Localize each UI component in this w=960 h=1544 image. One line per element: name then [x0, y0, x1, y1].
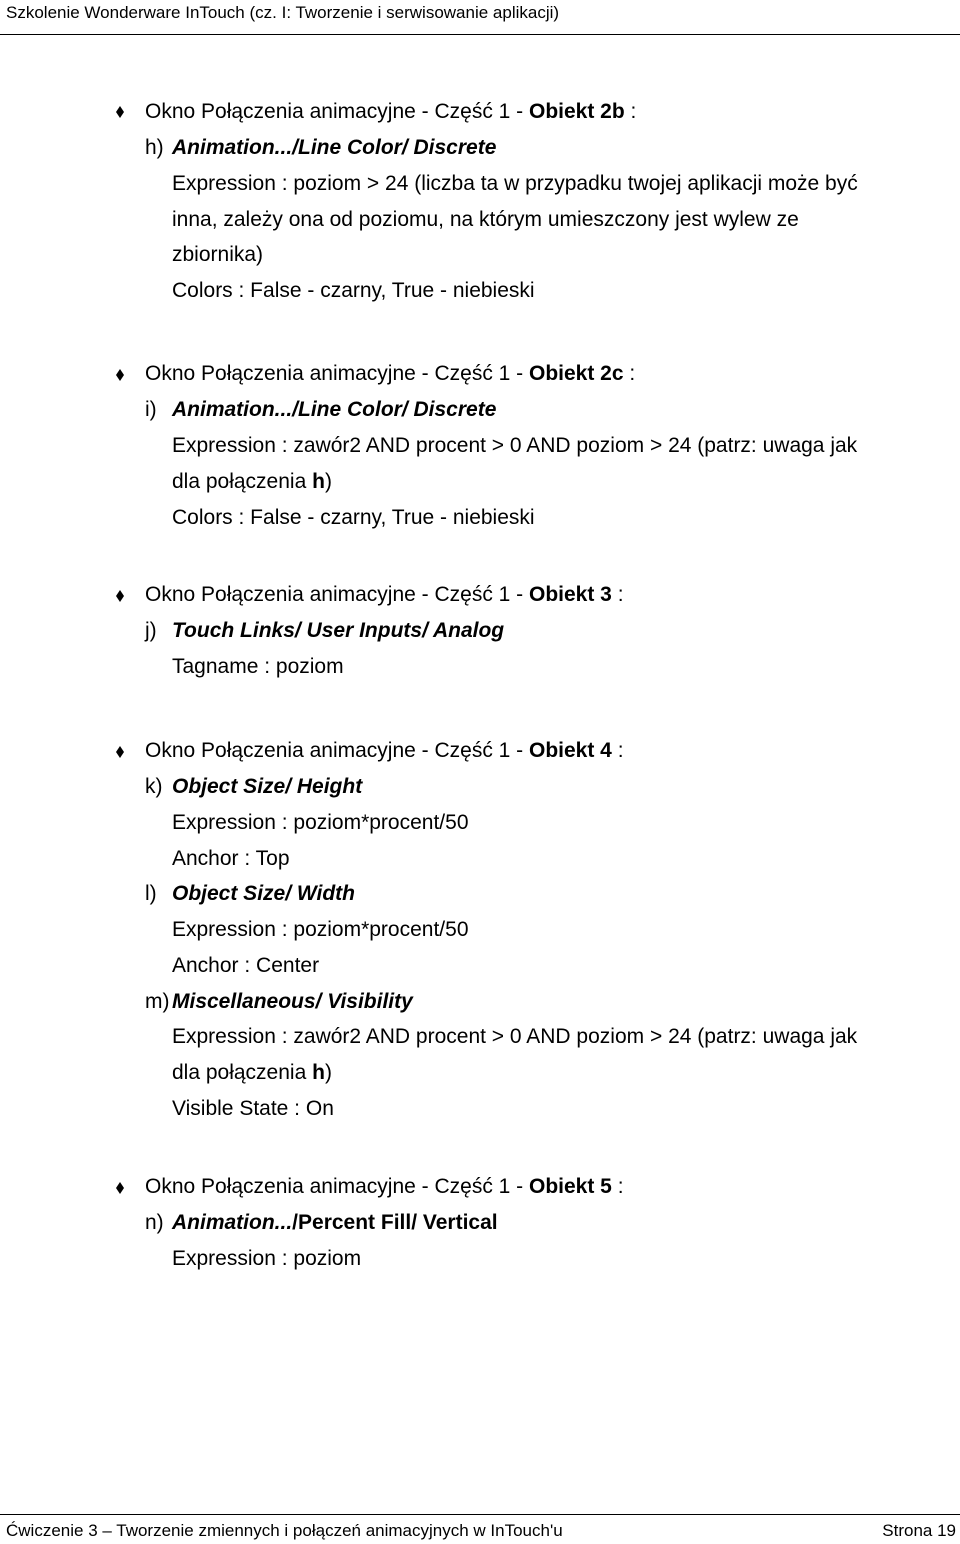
footer-chapter-title: Ćwiczenie 3 – Tworzenie zmiennych i połączeń animacyjnych w InTouch'u — [6, 1521, 563, 1540]
diamond-bullet-icon — [113, 1180, 127, 1196]
connection-l: l) Object Size/ Width — [145, 882, 355, 905]
section-5-heading: Okno Połączenia animacyjne - Część 1 - Obiekt 5 : — [145, 1175, 624, 1198]
connection-k: k) Object Size/ Height — [145, 775, 363, 798]
diamond-bullet-icon — [113, 588, 127, 604]
page-number: Strona 19 — [882, 1521, 956, 1540]
anchor-line: Anchor : Top — [172, 847, 290, 870]
tagname-line: Tagname : poziom — [172, 655, 344, 678]
connection-i: i) Animation.../Line Color/ Discrete — [145, 398, 497, 421]
expression-line: Expression : zawór2 AND procent > 0 AND poziom > 24 (patrz: uwaga jak — [172, 434, 858, 457]
expression-line: zbiornika) — [172, 243, 264, 266]
section-4-heading: Okno Połączenia animacyjne - Część 1 - Obiekt 4 : — [145, 739, 624, 762]
colors-line: Colors : False - czarny, True - niebieski — [172, 279, 535, 302]
section-2b-heading: Okno Połączenia animacyjne - Część 1 - Obiekt 2b : — [145, 100, 637, 123]
connection-j: j) Touch Links/ User Inputs/ Analog — [145, 619, 505, 642]
connection-h: h) Animation.../Line Color/ Discrete — [145, 136, 497, 159]
visible-state-line: Visible State : On — [172, 1097, 334, 1120]
expression-line: Expression : poziom > 24 (liczba ta w przypadku twojej aplikacji może być — [172, 172, 858, 195]
connection-n: n) Animation.../Percent Fill/ Vertical — [145, 1211, 498, 1234]
expression-line: dla połączenia h) — [172, 1061, 332, 1084]
section-3-heading: Okno Połączenia animacyjne - Część 1 - Obiekt 3 : — [145, 583, 624, 606]
colors-line: Colors : False - czarny, True - niebieski — [172, 506, 535, 529]
expression-line: inna, zależy ona od poziomu, na którym umieszczony jest wylew ze — [172, 208, 799, 231]
expression-line: Expression : poziom*procent/50 — [172, 918, 469, 941]
anchor-line: Anchor : Center — [172, 954, 320, 977]
expression-line: Expression : poziom — [172, 1247, 362, 1270]
diamond-bullet-icon — [113, 744, 127, 760]
page-header: Szkolenie Wonderware InTouch (cz. I: Tworzenie i serwisowanie aplikacji) — [6, 3, 560, 22]
section-2c-heading: Okno Połączenia animacyjne - Część 1 - Obiekt 2c : — [145, 362, 636, 385]
header-divider — [0, 34, 960, 35]
footer-divider — [0, 1514, 960, 1515]
expression-line: Expression : zawór2 AND procent > 0 AND poziom > 24 (patrz: uwaga jak — [172, 1025, 858, 1048]
diamond-bullet-icon — [113, 367, 127, 383]
diamond-bullet-icon — [113, 104, 127, 120]
expression-line: dla połączenia h) — [172, 470, 332, 493]
expression-line: Expression : poziom*procent/50 — [172, 811, 469, 834]
connection-m: m) Miscellaneous/ Visibility — [145, 990, 413, 1013]
